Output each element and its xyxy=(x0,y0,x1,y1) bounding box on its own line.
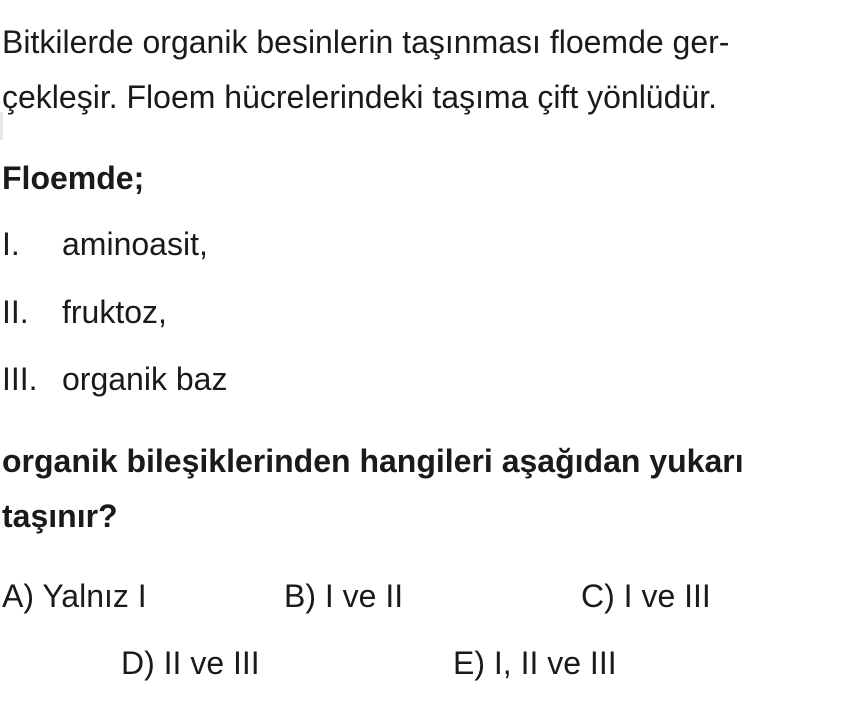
list-item xyxy=(2,292,167,332)
question-line-2: taşınır? xyxy=(2,498,118,534)
list-item-text: aminoasit, xyxy=(62,226,208,262)
list-item xyxy=(2,224,208,264)
option-d[interactable]: D) II ve III xyxy=(121,645,260,681)
intro-text-line-1: Bitkilerde organik besinlerin taşınması floemde ger- xyxy=(2,24,730,60)
option-e[interactable]: E) I, II ve III xyxy=(453,645,617,681)
option-a[interactable]: A) Yalnız I xyxy=(2,578,147,614)
list-item xyxy=(2,359,227,399)
question-line-1: organik bileşiklerinden hangileri aşağıdan yukarı xyxy=(2,443,744,479)
list-item-number: II. xyxy=(2,294,29,330)
list-heading: Floemde; xyxy=(2,160,145,196)
list-item-number: III. xyxy=(2,361,38,397)
option-c[interactable]: C) I ve III xyxy=(581,578,711,614)
list-item-text: fruktoz, xyxy=(62,294,167,330)
list-item-number: I. xyxy=(2,226,20,262)
intro-text-line-2: çekleşir. Floem hücrelerindeki taşıma çift yönlüdür. xyxy=(2,79,717,115)
list-item-text: organik baz xyxy=(62,361,228,397)
option-b[interactable]: B) I ve II xyxy=(284,578,404,614)
